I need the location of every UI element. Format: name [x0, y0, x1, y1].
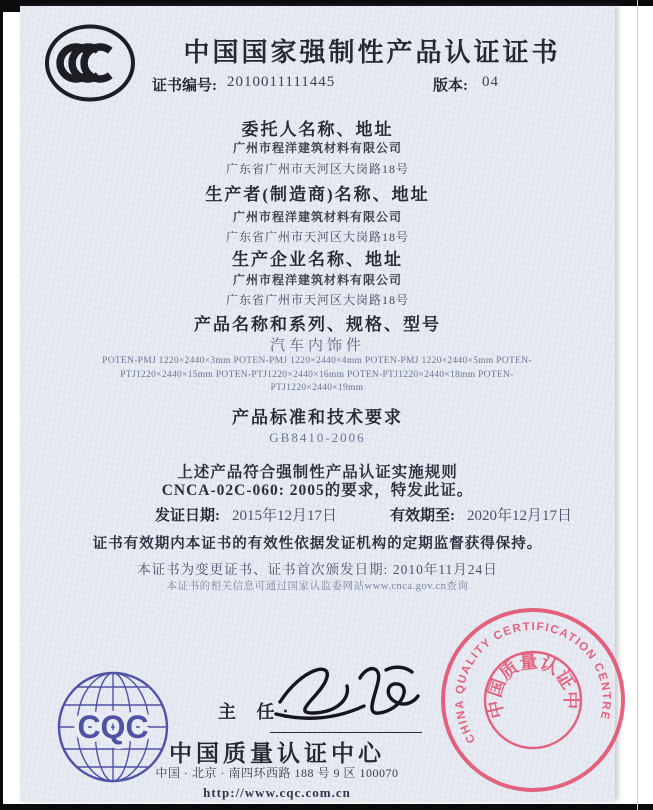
- issuer-address: 中国 · 北京 · 南四环西路 188 号 9 区 100070: [155, 766, 399, 780]
- issue-date-label: 发证日期:: [155, 508, 220, 524]
- standard-heading: 产品标准和技术要求: [232, 408, 403, 427]
- manufacturer-address: 广东省广州市天河区大岗路18号: [225, 230, 409, 244]
- applicant-name: 广州市程洋建筑材料有限公司: [232, 141, 402, 155]
- info-note: 本证书的相关信息可通过国家认监委网站www.cnca.gov.cn查询: [166, 581, 469, 592]
- scan-border-bottom: [0, 804, 653, 810]
- cqc-letters: CQC: [77, 709, 149, 745]
- applicant-address: 广东省广州市天河区大岗路18号: [225, 162, 409, 176]
- manufacturer-name: 广州市程洋建筑材料有限公司: [232, 210, 402, 224]
- cert-no-label: 证书编号:: [152, 78, 217, 94]
- factory-address: 广东省广州市天河区大岗路18号: [225, 293, 409, 307]
- issue-date-value: 2015年12月17日: [232, 508, 338, 524]
- scan-edge-line: [637, 0, 638, 810]
- standard-value: GB8410-2006: [269, 430, 366, 445]
- version-value: 04: [482, 74, 499, 90]
- stamp-chinese-text: 中国质量认证中心: [431, 591, 582, 721]
- issuer-name: 中国质量认证中心: [169, 741, 385, 766]
- cqc-red-stamp-icon: [431, 591, 626, 793]
- statement-line-1: 上述产品符合强制性产品认证实施规则: [177, 464, 458, 481]
- stamp-english-text: CHINA QUALITY CERTIFICATION CENTRE: [453, 620, 613, 746]
- product-models: POTEN-PMJ 1220×2440×3mm POTEN-PMJ 1220×2440×4mm POTEN-PMJ 1220×2440×5mm POTEN-PTJ1220×2440×15mm POTEN-PTJ1220×2440×16mm POTEN-PTJ1220×2440×18mm POTEN-PTJ1220×2440×19mm: [102, 356, 532, 393]
- scan-border-left: [0, 0, 3, 810]
- product-heading: 产品名称和系列、规格、型号: [194, 315, 441, 334]
- expiry-date-label: 有效期至:: [390, 508, 455, 524]
- statement-line-2: CNCA-02C-060: 2005的要求，特发此证。: [161, 482, 474, 499]
- director-signature: [268, 656, 433, 734]
- cert-no-value: 2010011111445: [227, 74, 336, 90]
- validity-note: 证书有效期内本证书的有效性依据发证机构的定期监督获得保持。: [92, 536, 543, 552]
- certificate-page: [20, 6, 615, 801]
- change-note: 本证书为变更证书、证书首次颁发日期: 2010年11月24日: [137, 562, 498, 577]
- svg-text:CHINA QUALITY CERTIFICATION: [454, 621, 612, 745]
- ccc-mark-icon: [42, 22, 138, 104]
- certificate-title: 中国国家强制性产品认证证书: [183, 38, 561, 67]
- version-label: 版本:: [433, 78, 468, 94]
- signature-line: [270, 732, 422, 733]
- director-label: 主 任:: [218, 702, 297, 722]
- expiry-date-value: 2020年12月17日: [467, 508, 573, 524]
- applicant-heading: 委托人名称、地址: [241, 120, 394, 139]
- factory-heading: 生产企业名称、地址: [232, 250, 403, 269]
- issuer-url: http://www.cqc.com.cn: [203, 785, 351, 800]
- product-name: 汽车内饰件: [269, 338, 365, 354]
- manufacturer-heading: 生产者(制造商)名称、地址: [205, 185, 430, 204]
- factory-name: 广州市程洋建筑材料有限公司: [232, 273, 402, 287]
